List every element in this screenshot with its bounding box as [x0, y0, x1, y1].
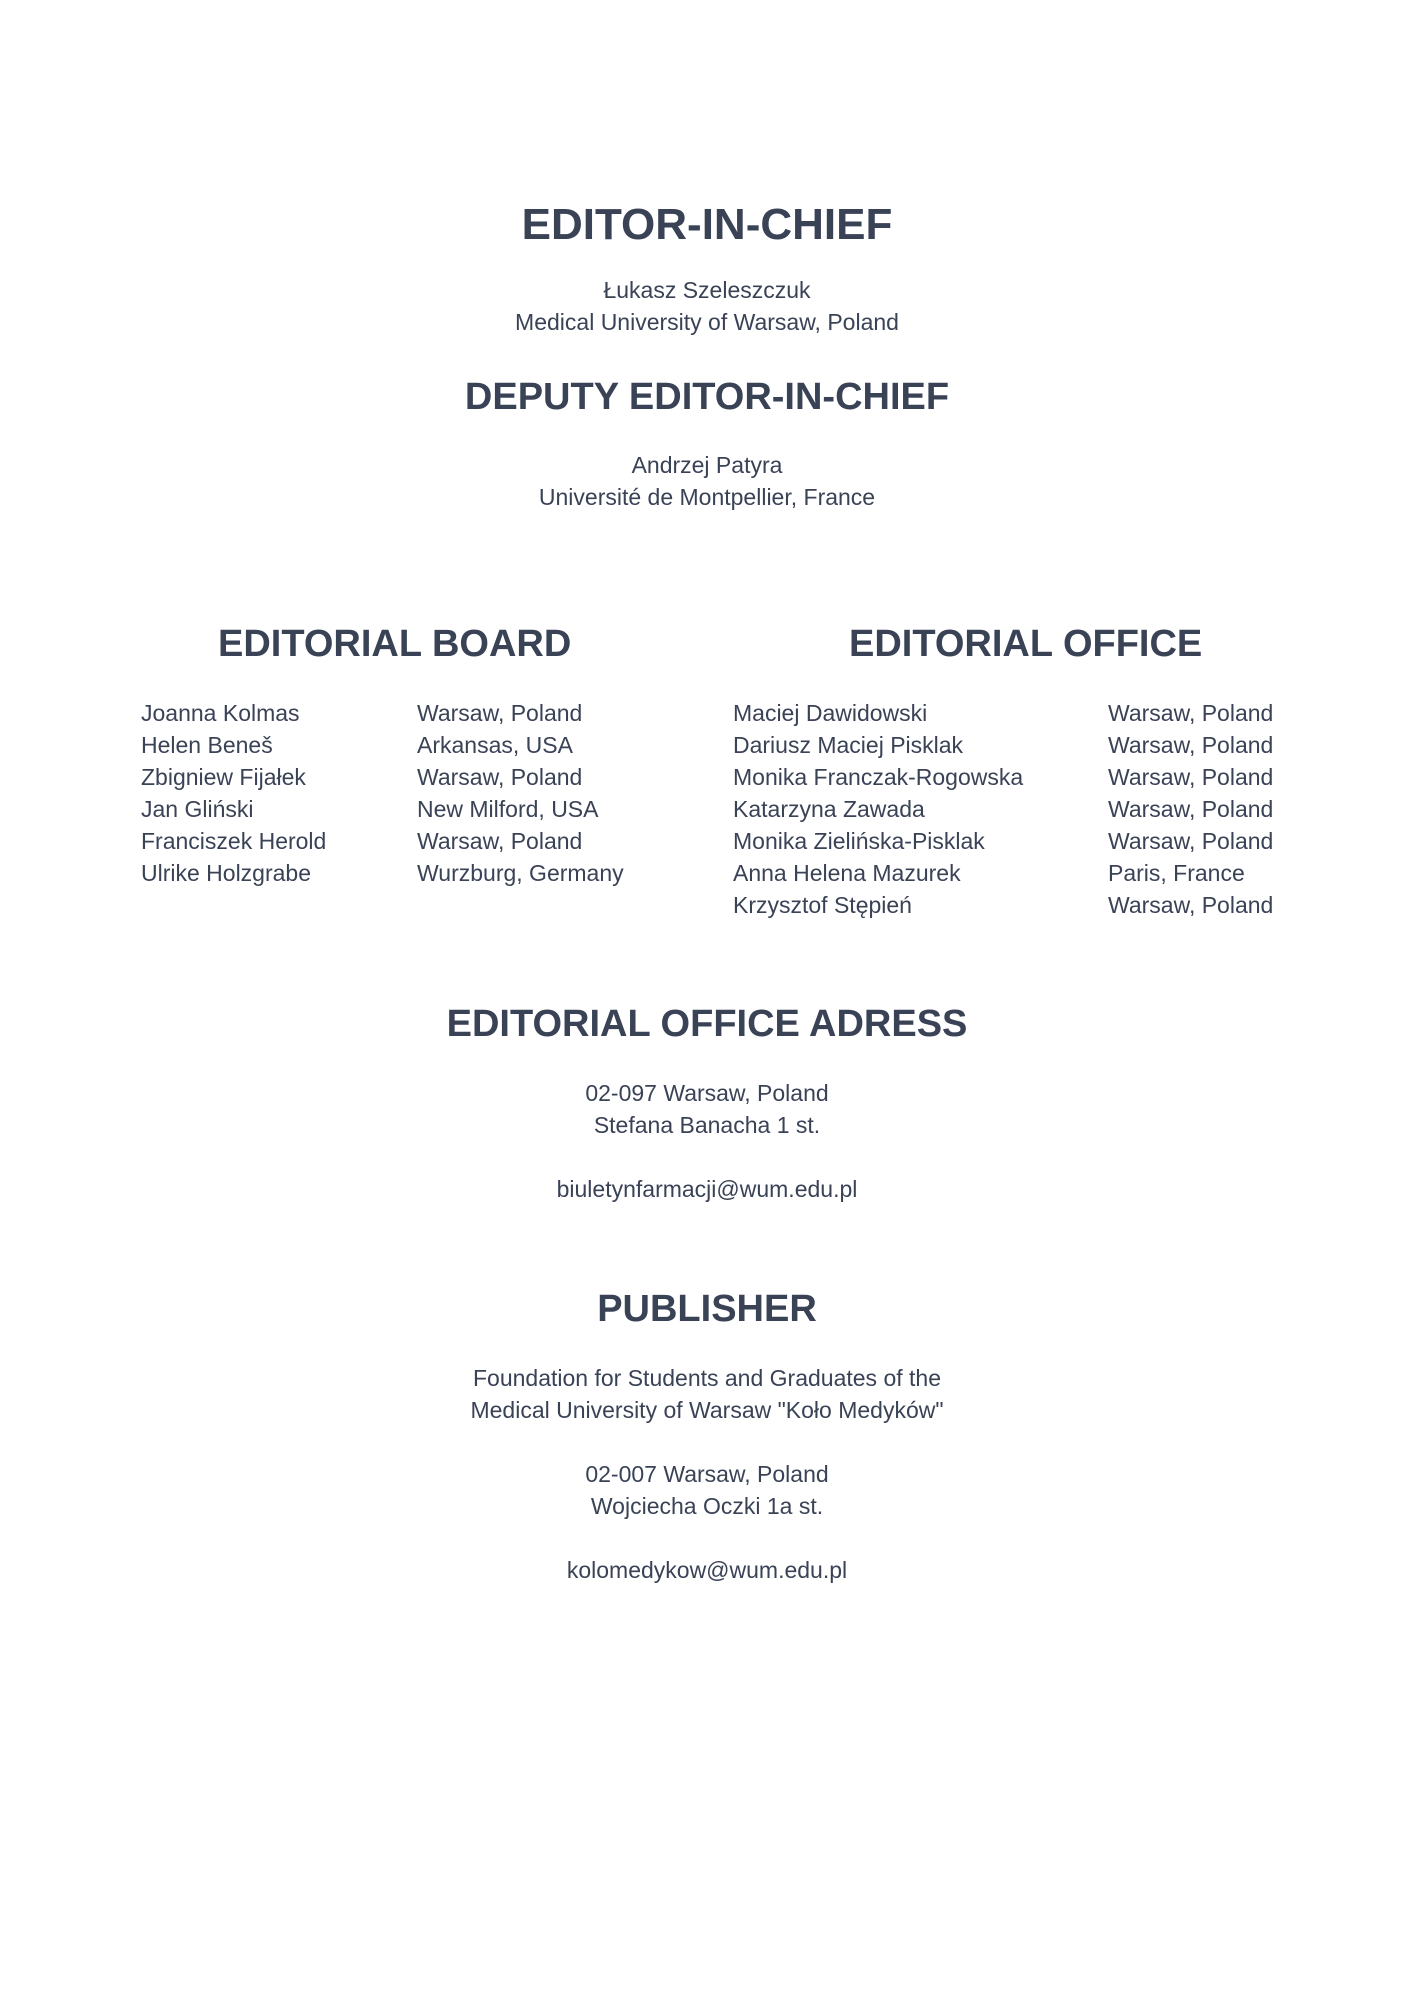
office-email-link[interactable]: biuletynfarmacji@wum.edu.pl — [556, 1176, 858, 1202]
office-member-location: Warsaw, Poland — [1108, 892, 1274, 918]
publisher-heading: PUBLISHER — [597, 1288, 817, 1330]
board-member-location: Warsaw, Poland — [417, 828, 583, 854]
office-member-name: Monika Zielińska-Pisklak — [733, 828, 985, 854]
editor-in-chief-name: Łukasz Szeleszczuk — [603, 277, 811, 303]
editorial-office-locations — [1108, 697, 1273, 921]
office-member-name: Katarzyna Zawada — [733, 796, 925, 822]
publisher-name-line1: Foundation for Students and Graduates of the — [473, 1365, 941, 1391]
deputy-editor-heading: DEPUTY EDITOR-IN-CHIEF — [464, 376, 950, 418]
publisher-block — [0, 1362, 1414, 1586]
office-member-location: Warsaw, Poland — [1108, 796, 1274, 822]
office-member-name: Anna Helena Mazurek — [733, 860, 961, 886]
board-member-name: Franciszek Herold — [141, 828, 327, 854]
editorial-office-names — [733, 697, 1023, 921]
board-member-name: Zbigniew Fijałek — [141, 764, 306, 790]
board-member-location: Arkansas, USA — [417, 732, 573, 758]
board-member-location: Warsaw, Poland — [417, 764, 583, 790]
office-member-location: Warsaw, Poland — [1108, 700, 1274, 726]
board-member-name: Helen Beneš — [141, 732, 273, 758]
office-member-location: Warsaw, Poland — [1108, 764, 1274, 790]
board-member-location: Warsaw, Poland — [417, 700, 583, 726]
office-address-line2: Stefana Banacha 1 st. — [593, 1112, 821, 1138]
board-member-name: Ulrike Holzgrabe — [141, 860, 312, 886]
board-member-location: New Milford, USA — [417, 796, 599, 822]
office-member-location: Paris, France — [1108, 860, 1245, 886]
deputy-editor-name: Andrzej Patyra — [631, 452, 783, 478]
office-member-name: Maciej Dawidowski — [733, 700, 928, 726]
board-member-name: Joanna Kolmas — [141, 700, 300, 726]
office-address-line1: 02-097 Warsaw, Poland — [585, 1080, 829, 1106]
publisher-email-link[interactable]: kolomedykow@wum.edu.pl — [566, 1557, 848, 1583]
publisher-address-line1: 02-007 Warsaw, Poland — [585, 1461, 829, 1487]
office-member-name: Dariusz Maciej Pisklak — [733, 732, 964, 758]
deputy-editor-affiliation: Université de Montpellier, France — [538, 484, 876, 510]
deputy-editor-block — [0, 449, 1414, 513]
editor-in-chief-heading: EDITOR-IN-CHIEF — [521, 200, 893, 249]
editorial-board-heading: EDITORIAL BOARD — [218, 623, 572, 665]
office-member-name: Krzysztof Stępień — [733, 892, 912, 918]
office-member-location: Warsaw, Poland — [1108, 732, 1274, 758]
editorial-board-names — [141, 697, 326, 889]
editor-in-chief-affiliation: Medical University of Warsaw, Poland — [515, 309, 899, 335]
office-member-name: Monika Franczak-Rogowska — [733, 764, 1024, 790]
board-member-name: Jan Gliński — [141, 796, 254, 822]
office-address-heading: EDITORIAL OFFICE ADRESS — [446, 1003, 968, 1045]
editorial-board-locations — [417, 697, 624, 889]
board-member-location: Wurzburg, Germany — [417, 860, 624, 886]
editor-in-chief-block — [0, 274, 1414, 338]
publisher-name-line2: Medical University of Warsaw "Koło Medyków" — [470, 1397, 944, 1423]
editorial-office-heading: EDITORIAL OFFICE — [849, 623, 1203, 665]
office-member-location: Warsaw, Poland — [1108, 828, 1274, 854]
publisher-address-line2: Wojciecha Oczki 1a st. — [590, 1493, 824, 1519]
office-address-block — [0, 1077, 1414, 1205]
